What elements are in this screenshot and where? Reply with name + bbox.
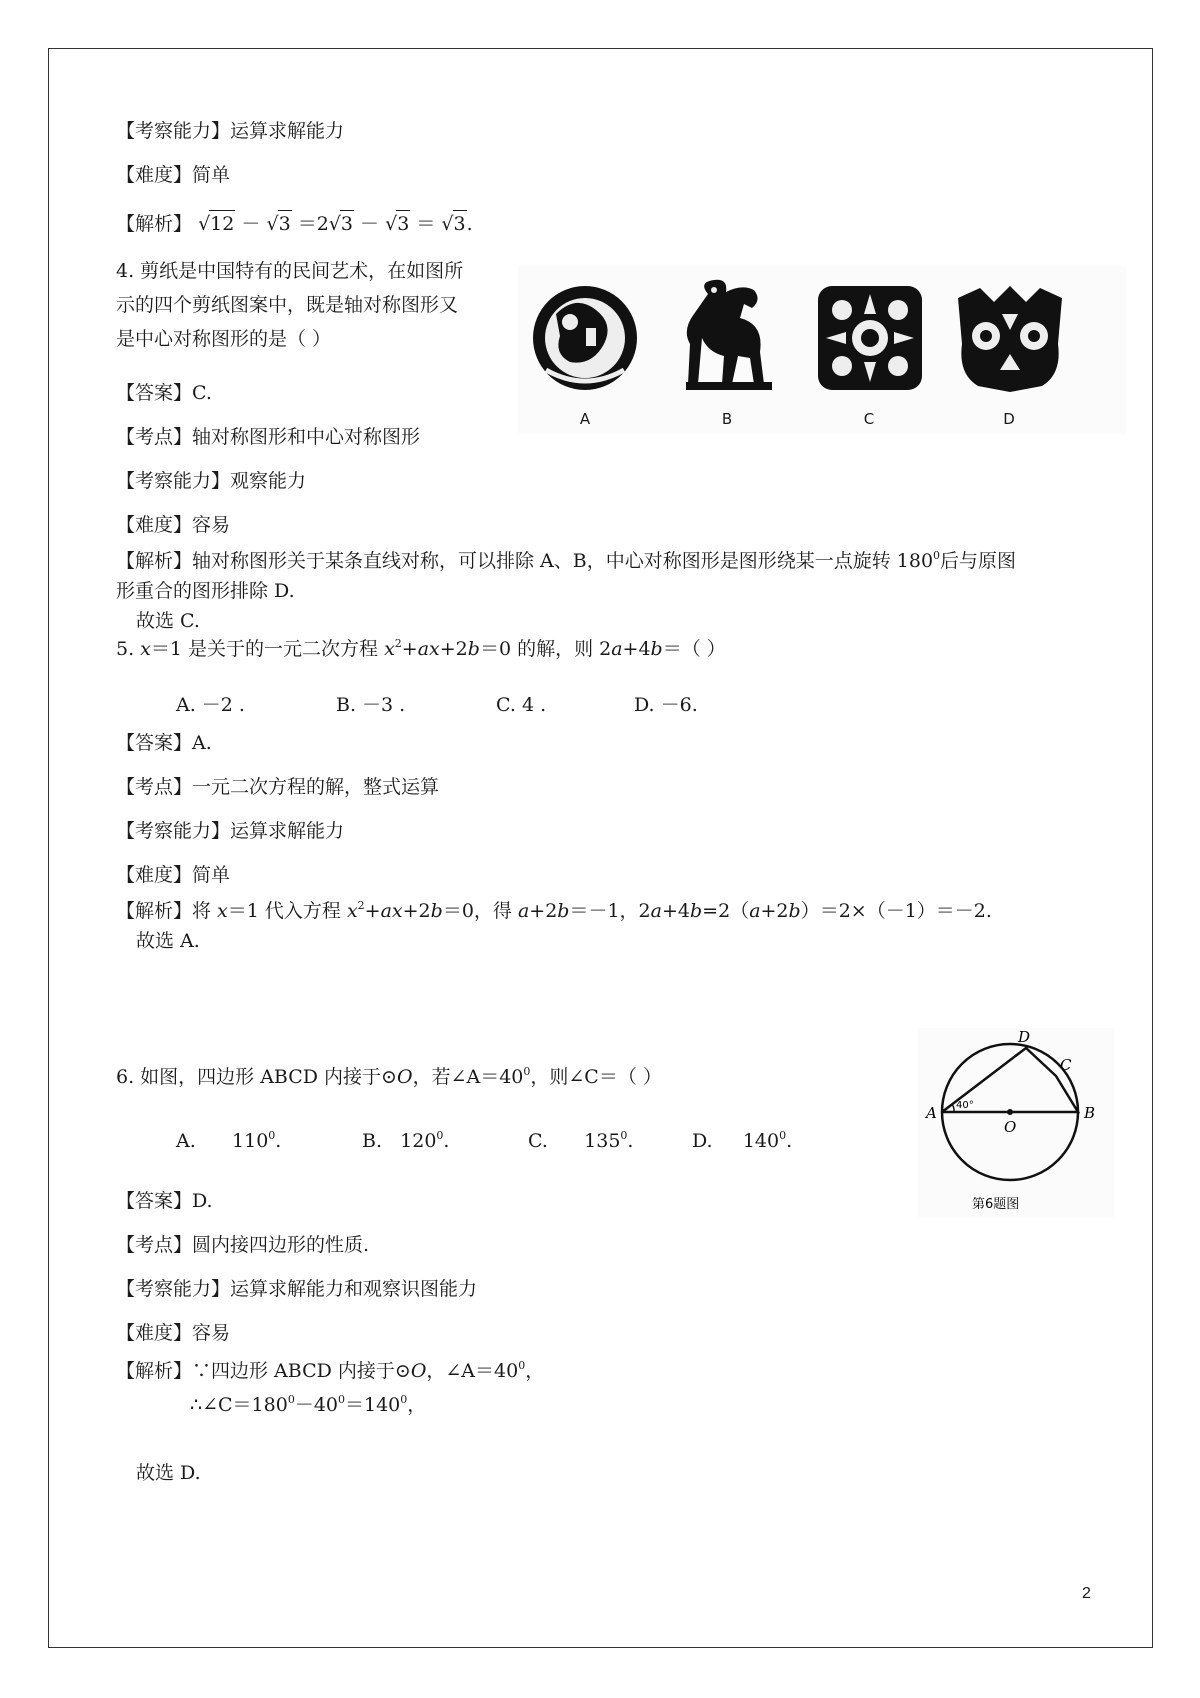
q5-option-a: A. －2 . <box>176 694 245 716</box>
page-number: 2 <box>1082 1585 1091 1602</box>
q5-option-d: D. －6. <box>634 694 698 716</box>
q6-option-b: B. $120^0$. <box>362 1129 450 1152</box>
q4-stem-line-2: 示的四个剪纸图案中，既是轴对称图形又 <box>116 294 459 316</box>
q3-analysis: 【解析】 √12 － √3 ＝2√3 － √3 ＝ √3. <box>116 210 473 237</box>
q5-option-b: B. －3 . <box>336 694 406 716</box>
q4-ability: 【考察能力】观察能力 <box>116 470 307 492</box>
angle-label: 40° <box>956 1100 974 1111</box>
q4-stem-line-3: 是中心对称图形的是（ ） <box>116 328 332 350</box>
q5-option-c: C. 4 . <box>496 694 547 716</box>
q6-analysis-line-1: 【解析】∵四边形 ABCD 内接于⊙O，$\angle A=40^0$， <box>116 1359 545 1382</box>
point-label-d: D <box>1018 1028 1031 1046</box>
q4-difficulty: 【难度】容易 <box>116 514 231 536</box>
paper-cut-d-image <box>950 274 1068 434</box>
sqrt-expression: √12 <box>198 210 235 237</box>
q5-stem: 5. x＝1 是关于的一元二次方程 $x^2+ax+2b=0$ 的解，则 2a+4b＝（ ） <box>116 637 726 660</box>
q3-difficulty: 【难度】简单 <box>116 164 231 186</box>
q6-option-c: C. $135^0$. <box>528 1129 634 1152</box>
point-label-c: C <box>1060 1056 1072 1074</box>
inscribed-quadrilateral-figure <box>918 1028 1114 1218</box>
q4-point: 【考点】轴对称图形和中心对称图形 <box>116 426 421 448</box>
figure-label: B <box>721 410 733 428</box>
q6-option-a: A. $110^0$. <box>176 1129 282 1152</box>
figure-label: D <box>1003 410 1015 428</box>
point-label-a: A <box>926 1104 937 1122</box>
sqrt-expression: √3 <box>266 210 291 237</box>
q5-difficulty: 【难度】简单 <box>116 864 231 886</box>
figure-caption: 第6题图 <box>972 1197 1020 1212</box>
q3-ability: 【考察能力】运算求解能力 <box>116 120 345 142</box>
paper-cut-a-image <box>526 274 644 434</box>
analysis-label: 【解析】 <box>116 213 193 235</box>
paper-cut-b-image <box>668 274 786 434</box>
figure-label: A <box>579 410 591 428</box>
point-label-b: B <box>1084 1104 1096 1122</box>
q6-analysis-line-2: $\therefore\angle C=180^0-40^0=140^0$， <box>190 1393 427 1416</box>
q5-point: 【考点】一元二次方程的解，整式运算 <box>116 776 440 798</box>
q5-conclusion: 故选 A. <box>136 930 200 952</box>
sqrt-expression: √3 <box>385 210 410 237</box>
q5-analysis: 【解析】将 x＝1 代入方程 $x^2+ax+2b=0$，得 a+2b＝－1，2a+4b=2（a+2b）＝2×（－1）＝－2. <box>116 899 992 922</box>
q5-answer: 【答案】A. <box>116 732 212 754</box>
q4-analysis-line-2: 形重合的图形排除 D. <box>116 580 295 602</box>
q6-difficulty: 【难度】容易 <box>116 1322 231 1344</box>
sqrt-expression: √3 <box>441 210 466 237</box>
q6-point: 【考点】圆内接四边形的性质. <box>116 1234 370 1256</box>
q6-stem: 6. 如图，四边形 ABCD 内接于⊙O，若$\angle A=40^0$，则∠C＝（ ） <box>116 1065 662 1088</box>
sqrt-expression: √3 <box>329 210 354 237</box>
point-label-o: O <box>1004 1118 1017 1136</box>
q6-conclusion: 故选 D. <box>136 1462 201 1484</box>
q6-option-d: D. $140^0$. <box>692 1129 793 1152</box>
q4-stem-line-1: 4. 剪纸是中国特有的民间艺术，在如图所 <box>116 260 464 282</box>
q4-analysis-line-1: 【解析】轴对称图形关于某条直线对称，可以排除 A、B，中心对称图形是图形绕某一点旋转 $180^0$后与原图 <box>116 549 1017 572</box>
q5-ability: 【考察能力】运算求解能力 <box>116 820 345 842</box>
paper-cut-c-image <box>810 274 928 434</box>
q4-answer: 【答案】C. <box>116 382 212 404</box>
figure-label: C <box>863 410 875 428</box>
q6-answer: 【答案】D. <box>116 1190 213 1212</box>
q4-conclusion: 故选 C. <box>136 610 200 632</box>
paper-cutting-figure <box>518 266 1126 434</box>
q6-ability: 【考察能力】运算求解能力和观察识图能力 <box>116 1278 478 1300</box>
